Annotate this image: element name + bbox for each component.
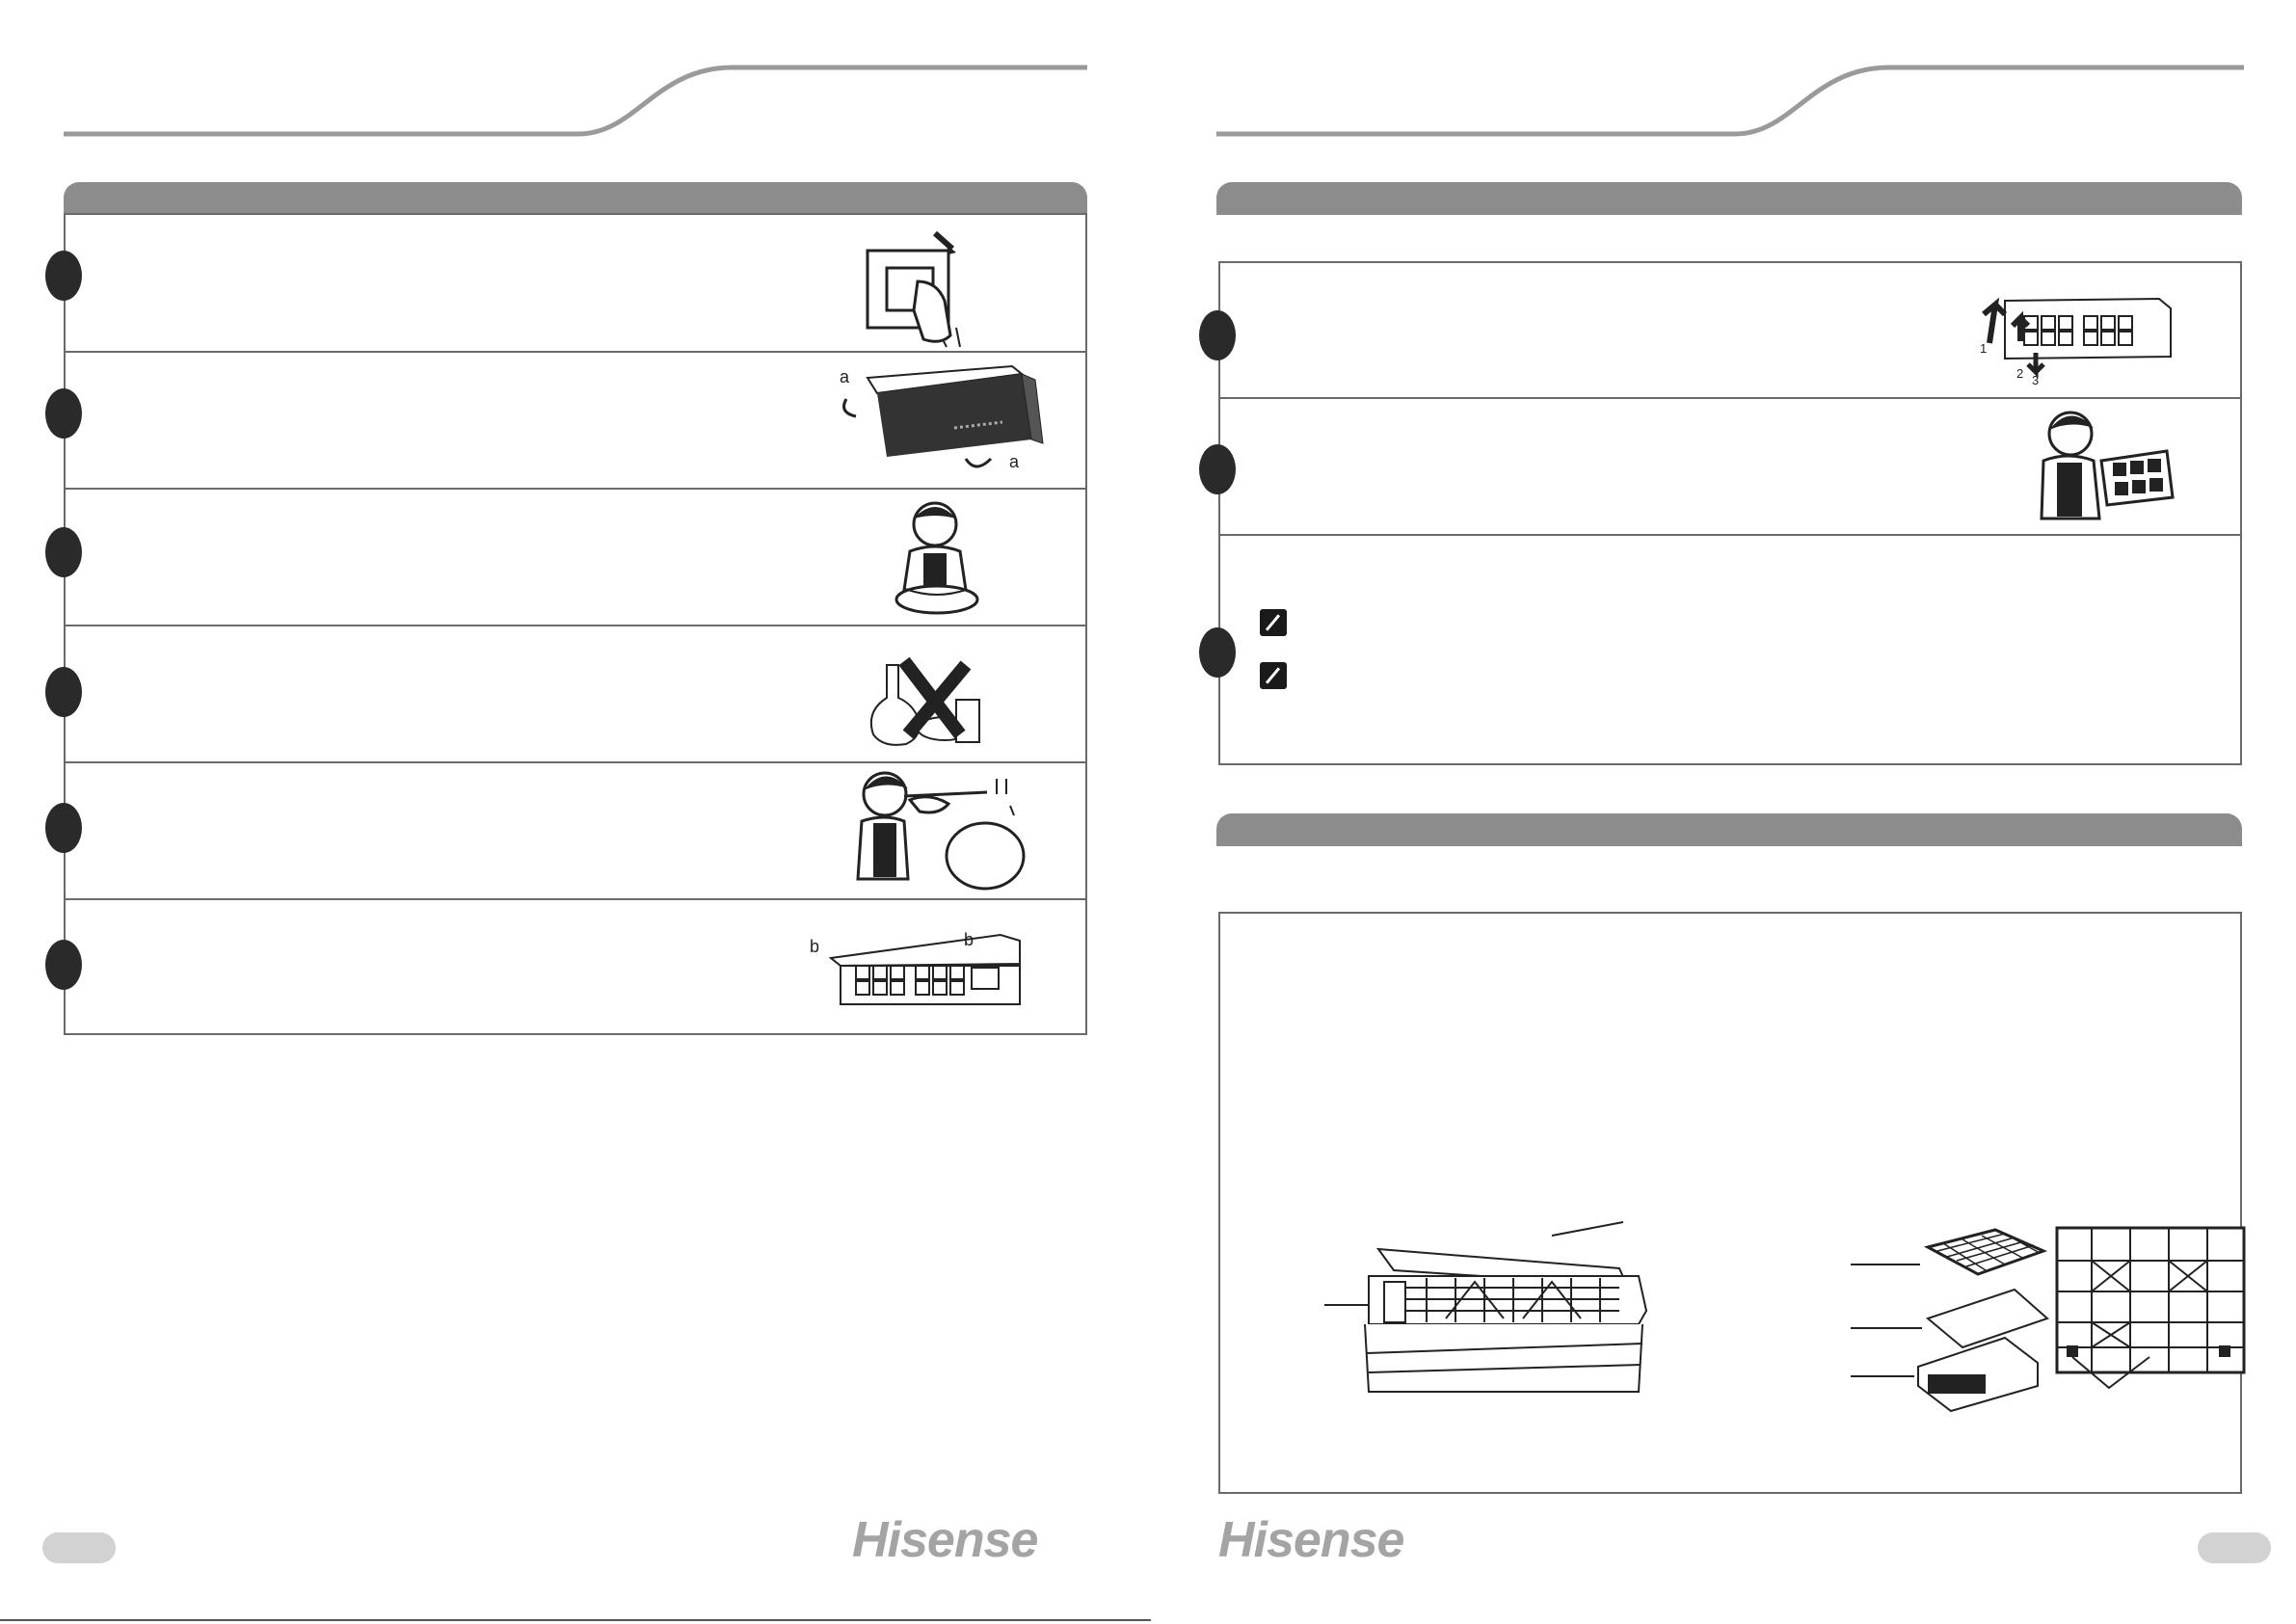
fig-label-b: b	[964, 930, 974, 949]
remove-filter-icon	[1966, 295, 2169, 382]
step-marker	[45, 527, 82, 577]
step-marker	[45, 940, 82, 990]
note-icon	[1260, 609, 1287, 636]
right-row-divider	[1218, 534, 2242, 536]
left-row-divider	[64, 625, 1087, 626]
close-panel-icon	[827, 925, 1029, 1012]
right-section-bar-1	[1216, 182, 2242, 215]
step-marker	[1199, 310, 1236, 360]
left-row-divider	[64, 351, 1087, 353]
page-number-badge	[2198, 1532, 2271, 1563]
fig-label-a: a	[840, 367, 850, 386]
step-marker	[45, 388, 82, 439]
no-chemicals-icon	[864, 661, 989, 748]
fig-label-b: b	[810, 937, 820, 956]
filter-assembly-diagram	[1851, 1222, 2256, 1453]
note-icon	[1260, 662, 1287, 689]
right-row-divider	[1218, 397, 2242, 399]
step-marker	[1199, 627, 1236, 678]
brand-logo: Hisense	[1218, 1512, 1404, 1568]
wash-panel-icon	[889, 497, 995, 623]
left-row-divider	[64, 898, 1087, 900]
left-header-curve	[0, 0, 2296, 154]
right-section-bar-2	[1216, 813, 2242, 846]
fig-label-3: 3	[2032, 373, 2040, 387]
left-row-divider	[64, 761, 1087, 763]
fig-label-a: a	[1009, 452, 1020, 471]
step-marker	[45, 251, 82, 301]
page-number-badge	[42, 1532, 116, 1563]
unplug-power-icon	[860, 224, 995, 349]
fig-label-2: 2	[2016, 366, 2024, 381]
step-marker	[45, 803, 82, 853]
clean-filter-icon	[2032, 405, 2176, 530]
wipe-dry-icon	[852, 767, 1035, 892]
brand-logo: Hisense	[852, 1512, 1038, 1568]
step-marker	[1199, 444, 1236, 494]
fig-label-1: 1	[1980, 341, 1988, 356]
indoor-unit-filter-diagram	[1330, 1218, 1668, 1421]
bottom-rule	[0, 1619, 1151, 1621]
left-row-divider	[64, 488, 1087, 490]
left-section-bar	[64, 182, 1087, 215]
step-marker	[45, 667, 82, 717]
